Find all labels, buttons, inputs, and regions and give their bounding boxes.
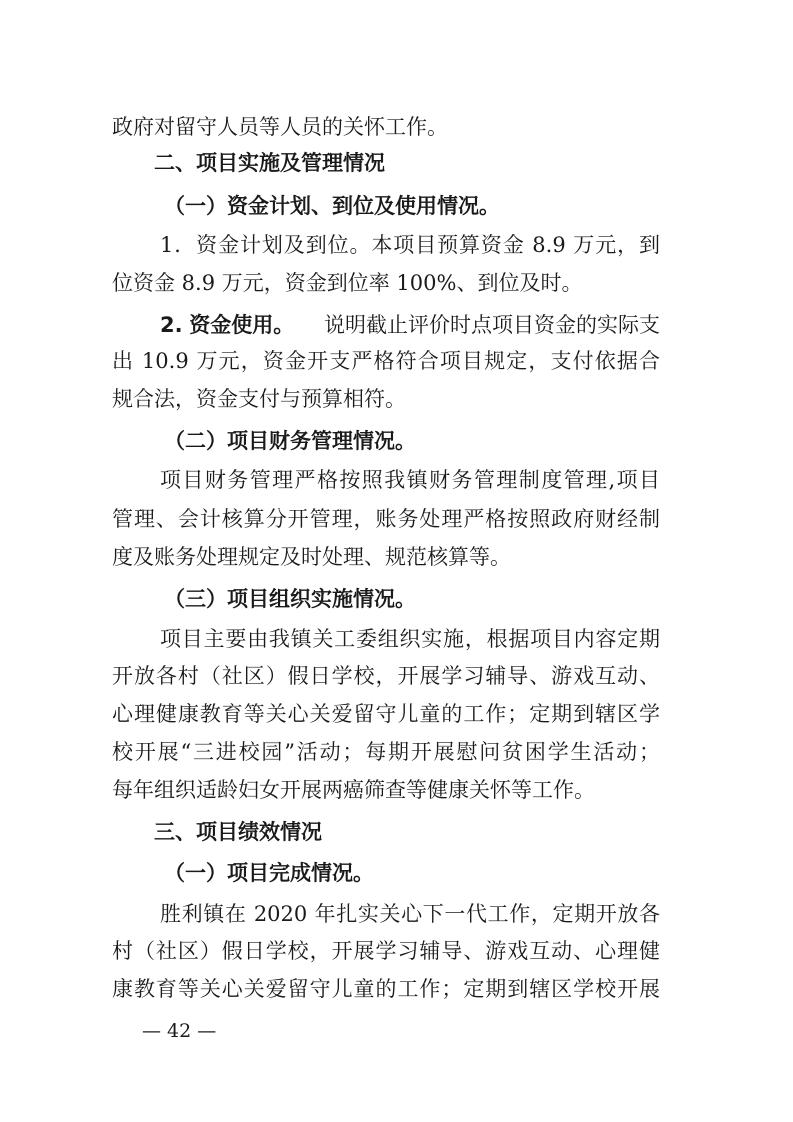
body-line: 出 10.9 万元，资金开支严格符合项目规定，支付依据合	[112, 349, 660, 373]
body-line: 村（社区）假日学校，开展学习辅导、游戏互动、心理健	[112, 939, 660, 963]
body-line: 每年组织适龄妇女开展两癌筛查等健康关怀等工作。	[112, 778, 595, 802]
body-line: 位资金 8.9 万元，资金到位率 100%、到位及时。	[112, 271, 583, 295]
body-line: 政府对留守人员等人员的关怀工作。	[112, 115, 448, 139]
body-line: 管理、会计核算分开管理，账务处理严格按照政府财经制	[112, 507, 660, 531]
body-line: 规合法，资金支付与预算相符。	[112, 387, 406, 411]
body-line: 康教育等关心关爱留守儿童的工作；定期到辖区学校开展	[112, 977, 660, 1001]
section-heading: 三、项目绩效情况	[154, 820, 322, 844]
subsection-heading: （一）项目完成情况。	[164, 861, 374, 885]
body-line: 度及账务处理规定及时处理、规范核算等。	[112, 545, 511, 569]
body-line: 项目主要由我镇关工委组织实施，根据项目内容定期	[160, 627, 660, 651]
body-line: 心理健康教育等关心关爱留守儿童的工作；定期到辖区学	[112, 702, 660, 726]
subsection-heading: （二）项目财务管理情况。	[164, 429, 416, 453]
subsection-heading: （三）项目组织实施情况。	[164, 587, 416, 611]
body-line: 项目财务管理严格按照我镇财务管理制度管理,项目	[160, 468, 660, 492]
page-number: — 42 —	[142, 1020, 217, 1042]
body-line: 1．资金计划及到位。本项目预算资金 8.9 万元，到	[160, 233, 660, 257]
inline-body-text: 说明截止评价时点项目资金的实际支	[324, 313, 660, 337]
inline-bold-lead: 2. 资金使用。	[160, 313, 295, 337]
paragraph-start-line	[160, 310, 660, 340]
body-line: 校开展“三进校园”活动；每期开展慰问贫困学生活动；	[112, 740, 660, 764]
body-line: 开放各村（社区）假日学校，开展学习辅导、游戏互动、	[112, 664, 660, 688]
section-heading: 二、项目实施及管理情况	[154, 151, 385, 175]
subsection-heading: （一）资金计划、到位及使用情况。	[164, 194, 500, 218]
body-line: 胜利镇在 2020 年扎实关心下一代工作，定期开放各	[160, 902, 660, 926]
